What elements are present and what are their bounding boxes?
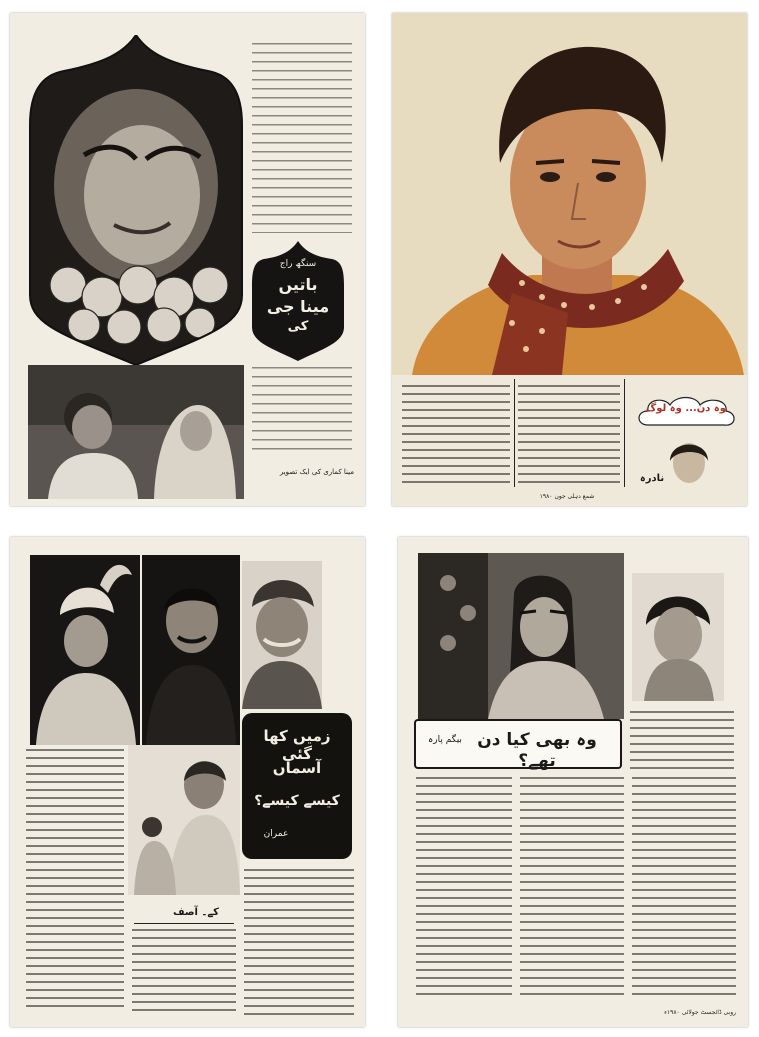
- article-column-1: [402, 385, 510, 485]
- article-text-column: [252, 43, 352, 233]
- photo-caption: مینا کماری کی ایک تصویر: [279, 468, 354, 476]
- title-line-1: باتیں: [278, 275, 318, 294]
- page-top-left: [10, 13, 365, 506]
- byline: کے۔ آصف: [172, 907, 219, 918]
- elder-portrait-photo: [242, 561, 322, 709]
- article-column-3: [632, 777, 736, 1001]
- headline-line-2: آسماں: [272, 759, 322, 777]
- page-bottom-right: [398, 537, 748, 1027]
- mustache-portrait-photo: [142, 555, 240, 745]
- film-still-photo: [28, 365, 244, 499]
- dev-anand-portrait: [392, 13, 747, 375]
- article-column-2: [520, 777, 624, 1001]
- byline-rule: [134, 923, 234, 924]
- article-text-lower: [252, 367, 352, 453]
- article-column-right: [244, 869, 354, 1015]
- title-line-3: کی: [287, 319, 309, 334]
- column-divider-1: [514, 379, 515, 487]
- author: بیگم پارہ: [428, 735, 462, 745]
- article-column-1: [416, 777, 512, 1001]
- column-divider-2: [624, 379, 625, 487]
- article-column-mid: [132, 929, 236, 1015]
- meena-kumari-arch-photo: [24, 35, 248, 365]
- begum-para-main-photo: [418, 553, 624, 719]
- headline: وہ بھی کیا دن تھے؟: [477, 730, 597, 771]
- page-footer: روبی ڈائجسٹ جولائی ۱۹۸۰ء: [664, 1009, 736, 1016]
- intro-column: [630, 711, 734, 771]
- begum-para-portrait: [632, 573, 724, 701]
- group-scene-photo: [128, 745, 240, 895]
- turban-portrait-photo: [30, 555, 140, 745]
- headline-line-1: زمیں کھا گئی: [263, 727, 331, 763]
- title-line-2: مینا جی: [266, 297, 330, 316]
- title-kicker: سنگھ راج: [279, 259, 317, 269]
- headline-line-3: کیسے کیسے؟: [254, 793, 340, 809]
- column-title: وہ دن... وہ لوگ: [646, 403, 726, 414]
- byline: نادرہ: [639, 473, 665, 484]
- headline-author: عمران: [263, 829, 289, 839]
- page-top-right: [392, 13, 747, 506]
- page-bottom-left: [10, 537, 365, 1027]
- article-column-left: [26, 749, 124, 1013]
- page-footer: شمع دہلی جون ۱۹۸۰: [539, 493, 595, 500]
- article-column-2: [518, 385, 620, 485]
